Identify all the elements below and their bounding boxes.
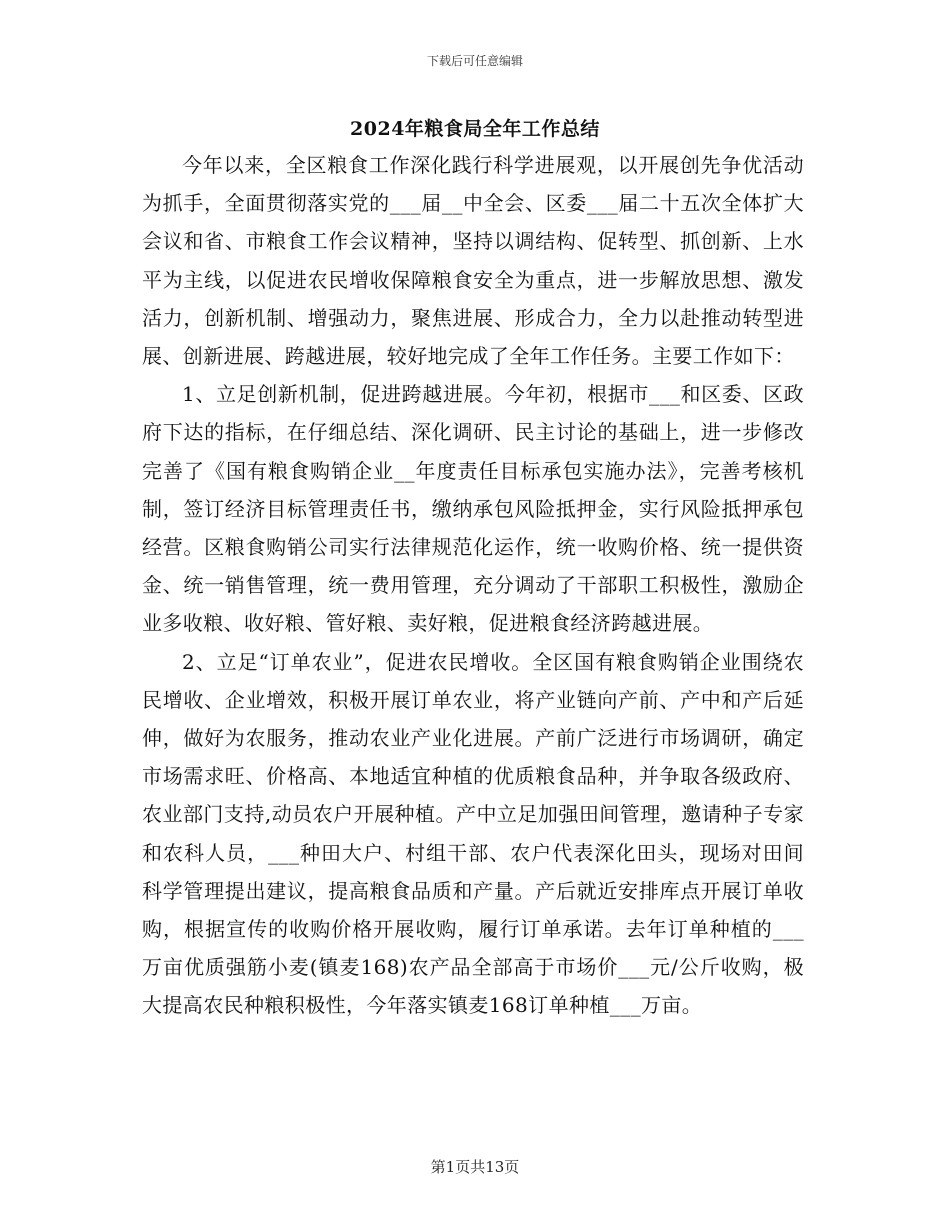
page-indicator: 第1页共13页 xyxy=(430,1158,520,1176)
document-title: 2024年粮食局全年工作总结 xyxy=(350,118,600,140)
paragraph-item-1: 1、立足创新机制，促进跨越进展。今年初，根据市___和区委、区政府下达的指标，在仔细总结、深化调研、民主讨论的基础上，进一步修改完善了《国有粮食购销企业__年度责任目标承包实施办法》，完善考核机制，签订经济目标管理责任书，缴纳承包风险抵押金，实行风险抵押承包经营。区粮食购销公司实行法律规范化运作，统一收购价格、统一提供资金、统一销售管理，统一费用管理，充分调动了干部职工积极性，激励企业多收粮、收好粮、管好粮、卖好粮，促进粮食经济跨越进展。 xyxy=(142,382,804,636)
header-note: 下载后可任意编辑 xyxy=(426,54,523,68)
paragraph-intro: 今年以来，全区粮食工作深化践行科学进展观，以开展创先争优活动为抓手，全面贯彻落实党的___届__中全会、区委___届二十五次全体扩大会议和省、市粮食工作会议精神，坚持以调结构、促转型、抓创新、上水平为主线，以促进农民增收保障粮食安全为重点，进一步解放思想、激发活力，创新机制、增强动力，聚焦进展、形成合力，全力以赴推动转型进展、创新进展、跨越进展，较好地完成了全年工作任务。主要工作如下： xyxy=(142,153,804,369)
paragraph-item-2: 2、立足“订单农业”，促进农民增收。全区国有粮食购销企业围绕农民增收、企业增效，积极开展订单农业，将产业链向产前、产中和产后延伸，做好为农服务，推动农业产业化进展。产前广泛进行市场调研，确定市场需求旺、价格高、本地适宜种植的优质粮食品种，并争取各级政府、农业部门支持,动员农户开展种植。产中立足加强田间管理，邀请种子专家和农科人员，___种田大户、村组干部、农户代表深化田头，现场对田间科学管理提出建议，提高粮食品质和产量。产后就近安排库点开展订单收购，根据宣传的收购价格开展收购，履行订单承诺。去年订单种植的___万亩优质强筋小麦(镇麦168)农产品全部高于市场价___元/公斤收购，极大提高农民种粮积极性，今年落实镇麦168订单种植___万亩。 xyxy=(142,649,804,1018)
document-body xyxy=(142,146,804,1025)
